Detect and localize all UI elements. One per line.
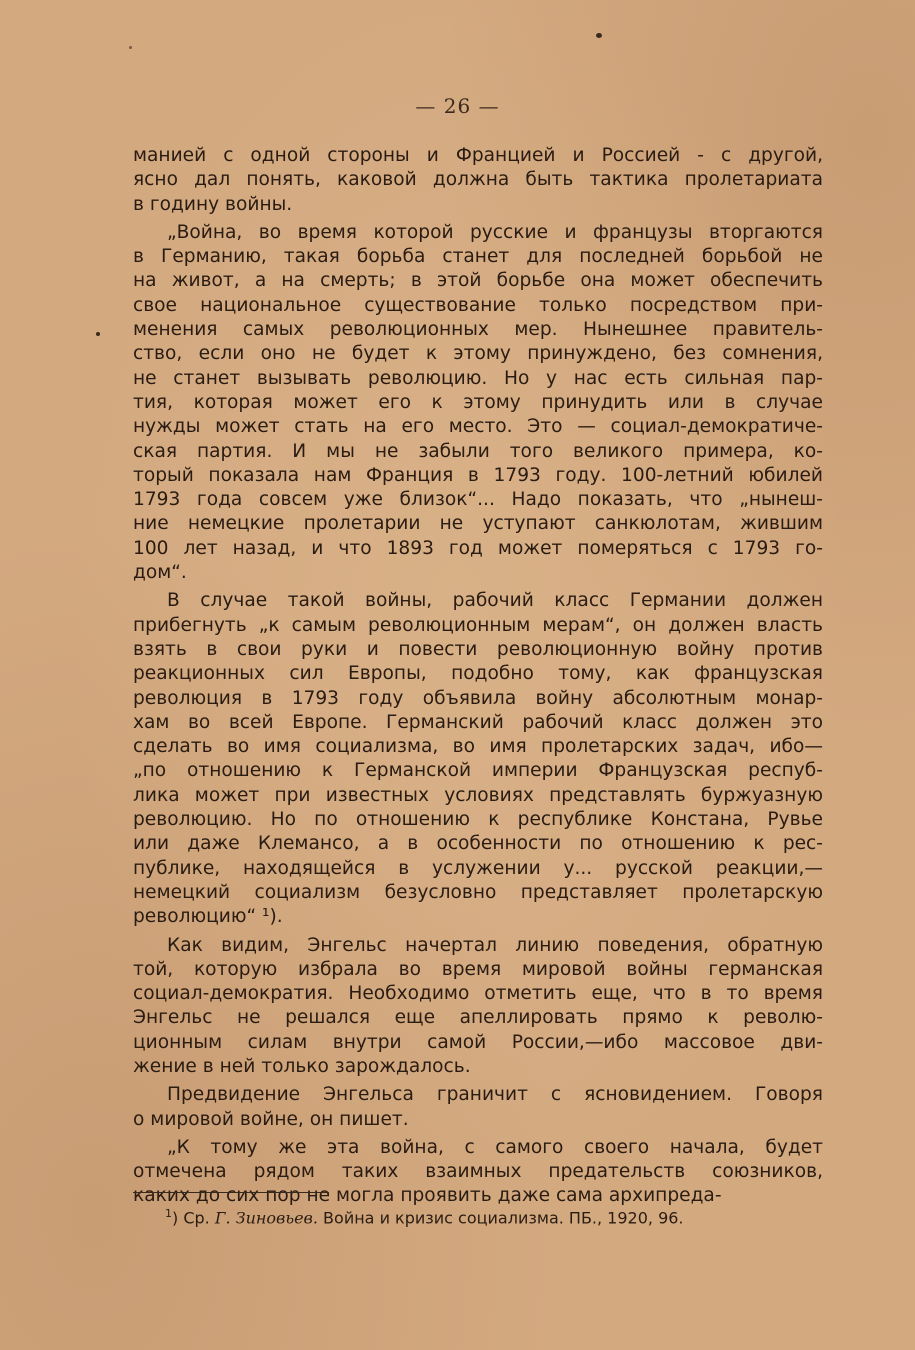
text-line: дом“. [133,562,187,584]
text-line: „по отношению к Германской империи Французская респуб- [133,760,823,782]
text-line: тия, которая может его к этому принудить или в случае [133,391,823,413]
print-speck [96,332,100,336]
text-line: В случае такой войны, рабочий класс Германии должен [167,590,823,612]
text-line: „Война, во время которой русские и французы вторгаются [167,221,823,243]
text-line: „К тому же эта война, с самого своего начала, будет [167,1136,823,1158]
paragraph [133,221,823,585]
text-line: ская партия. И мы не забыли того великого примера, ко- [133,440,823,462]
text-line: прибегнуть „к самым революционным мерам“, он должен власть [133,614,823,636]
print-speck [596,33,602,38]
text-line: ясно дал понять, каковой должна быть тактика пролетариата [133,169,823,191]
text-line: социал-демократия. Необходимо отметить еще, что в то время [133,983,823,1005]
footnote-divider [133,1192,329,1193]
text-line: взять в свои руки и повести революционную войну против [133,638,823,660]
body-text [133,144,823,1209]
text-line: реакционных сил Европы, подобно тому, как французская [133,663,823,685]
footnote-author: Г. Зиновьев. [214,1208,318,1228]
text-line: ционным силам внутри самой России,—ибо массовое дви- [133,1031,823,1053]
text-line: ние немецкие пролетарии не уступают санкюлотам, жившим [133,513,823,535]
print-speck [129,46,132,49]
text-line: хам во всей Европе. Германский рабочий класс должен это [133,711,823,733]
text-line: каких до сих пор не могла проявить даже сама архипреда- [133,1185,722,1207]
footnote-text: Война и кризис социализма. ПБ., 1920, 96. [323,1208,684,1228]
text-line: революцию“ ¹). [133,906,283,928]
paragraph [133,1136,823,1209]
page-number: — 26 — [415,94,500,118]
text-line: немецкий социализм безусловно представляет пролетарскую [133,881,823,903]
text-line: на живот, а на смерть; в этой борьбе она может обеспечить [133,270,823,292]
paragraph [133,589,823,929]
text-line: в Германию, такая борьба станет для последней борьбой не [133,246,823,268]
text-line: нужды может стать на его место. Это — социал-демократиче- [133,416,823,438]
paragraph [133,1083,823,1132]
text-line: 1793 года совсем уже близок“... Надо показать, что „нынеш- [133,489,823,511]
text-line: в годину войны. [133,193,293,215]
footnote [165,1207,684,1227]
text-line: менения самых революционных мер. Нынешнее правитель- [133,319,823,341]
text-line: Предвидение Энгельса граничит с ясновидением. Говоря [167,1084,823,1106]
text-line: сделать во имя социализма, во имя пролетарских задач, ибо— [133,736,823,758]
text-line: не станет вызывать революцию. Но у нас есть сильная пар- [133,367,823,389]
text-line: или даже Клемансо, а в особенности по отношению к рес- [133,833,823,855]
text-line: революцию. Но по отношению к республике Констана, Рувье [133,809,823,831]
footnote-prefix: ) Ср. [172,1208,210,1228]
text-line: той, которую избрала во время мировой войны германская [133,958,823,980]
text-line: о мировой войне, он пишет. [133,1108,409,1130]
paragraph [133,934,823,1080]
text-line: торый показала нам Франция в 1793 году. 100-летний юбилей [133,464,823,486]
footnote-mark: 1 [165,1207,172,1220]
text-line: ство, если оно не будет к этому принуждено, без сомнения, [133,343,823,365]
text-line: жение в ней только зарождалось. [133,1055,471,1077]
text-line: отмечена рядом таких взаимных предательств союзников, [133,1161,823,1183]
paragraph [133,144,823,217]
text-line: Энгельс не решался еще апеллировать прямо к револю- [133,1007,823,1029]
text-line: 100 лет назад, и что 1893 год может померяться с 1793 го- [133,537,823,559]
text-line: Как видим, Энгельс начертал линию поведения, обратную [167,934,823,956]
text-line: революция в 1793 году объявила войну абсолютным монар- [133,687,823,709]
text-line: публике, находящейся в услужении у... русской реакции,— [133,857,823,879]
text-line: свое национальное существование только посредством при- [133,294,823,316]
text-line: манией с одной стороны и Францией и Россией - с другой, [133,145,823,166]
text-line: лика может при известных условиях представлять буржуазную [133,784,823,806]
